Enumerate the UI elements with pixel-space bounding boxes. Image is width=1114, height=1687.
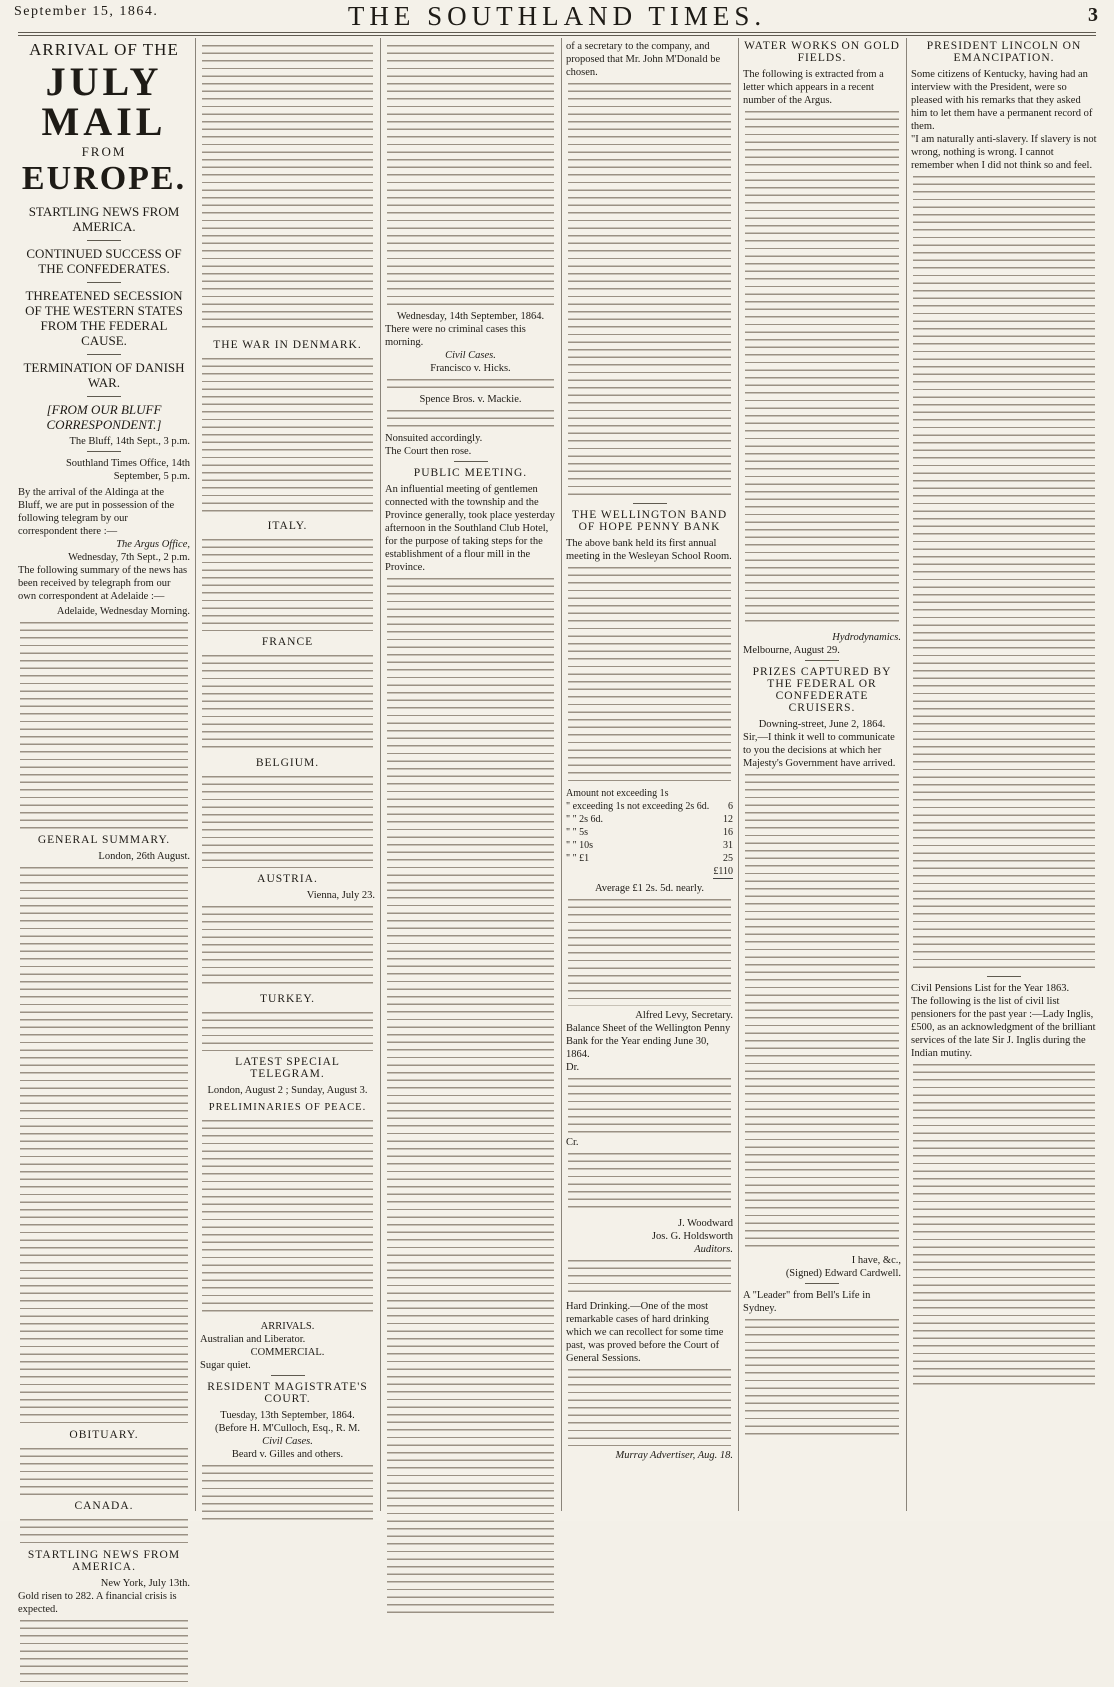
- amount-row-label: " " 5s: [566, 827, 589, 838]
- amount-row: [566, 839, 733, 852]
- court-rose: The Court then rose.: [385, 446, 472, 457]
- downing-street: Downing-street, June 2, 1864.: [758, 719, 886, 730]
- office-line: Southland Times Office, 14th September, 5 p.m.: [65, 458, 190, 482]
- amount-heading-row: [566, 787, 733, 800]
- column-rule: [738, 38, 739, 1511]
- section-wellington-band: THE WELLINGTON BAND OF HOPE PENNY BANK: [571, 509, 728, 533]
- letter-closing: I have, &c.,: [851, 1255, 901, 1266]
- section-france: FRANCE: [261, 636, 314, 648]
- civil-cases: Civil Cases.: [445, 350, 496, 361]
- header-rule-double: [18, 35, 1096, 36]
- text-block: [202, 652, 373, 752]
- section-war-in-denmark: THE WAR IN DENMARK.: [213, 339, 362, 351]
- pensions-opening: The following is the list of civil list pensioners for the past year :—Lady Inglis, £500, as an acknowledgment of the brilliant services of the late Sir J. Inglis during the Indian mutiny.: [911, 996, 1096, 1059]
- text-block: [202, 355, 373, 515]
- masthead: THE SOUTHLAND TIMES.: [347, 1, 767, 31]
- nonsuited: Nonsuited accordingly.: [385, 433, 483, 444]
- auditors-label: Auditors.: [694, 1244, 733, 1255]
- amount-row: [566, 826, 733, 839]
- subhead-rule: [87, 282, 121, 283]
- section-lincoln-emancipation: PRESIDENT LINCOLN ON EMANCIPATION.: [926, 40, 1082, 64]
- case-francisco: Francisco v. Hicks.: [430, 363, 511, 374]
- column-rule: [906, 38, 907, 1511]
- lincoln-quote: "I am naturally anti-slavery. If slavery is not wrong, nothing is wrong. I cannot remember when I did not think so and feel.: [911, 134, 1097, 171]
- text-block: [20, 864, 188, 1424]
- text-block: [202, 1009, 373, 1051]
- section-startling-news: STARTLING NEWS FROM AMERICA.: [27, 1549, 181, 1573]
- section-general-summary: GENERAL SUMMARY.: [37, 834, 171, 846]
- lincoln-opening: Some citizens of Kentucky, having had an interview with the President, were so pleased with his remarks that they asked him to let them have a permanent record of them.: [911, 69, 1093, 132]
- argus-office: The Argus Office,: [116, 539, 190, 550]
- subhead-danish-war: TERMINATION OF DANISH WAR.: [23, 360, 185, 390]
- signed-secretary: Alfred Levy, Secretary.: [635, 1010, 733, 1021]
- text-block: [568, 1150, 731, 1214]
- section-turkey: TURKEY.: [259, 993, 316, 1005]
- column-rule: [561, 38, 562, 1511]
- text-block: [913, 173, 1095, 973]
- amount-total: £110: [713, 866, 733, 877]
- auditor-1: J. Woodward: [678, 1218, 733, 1229]
- text-block: [202, 42, 373, 334]
- balance-cr: Cr.: [566, 1137, 579, 1148]
- section-belgium: BELGIUM.: [255, 757, 320, 769]
- no-criminal-cases: There were no criminal cases this morning.: [385, 324, 526, 348]
- text-block: [202, 773, 373, 868]
- text-block: [387, 42, 554, 307]
- average-line: Average £1 2s. 5d. nearly.: [594, 883, 705, 894]
- text-block: [387, 376, 554, 390]
- amount-row-label: " " 2s 6d.: [566, 814, 604, 825]
- band-opening: The above bank held its first annual meeting in the Wesleyan School Room.: [566, 538, 732, 562]
- section-obituary: OBITUARY.: [69, 1429, 139, 1441]
- text-block: [20, 1516, 188, 1544]
- gold-line: Gold risen to 282. A financial crisis is expected.: [18, 1591, 177, 1615]
- amount-heading: Amount not exceeding 1s: [566, 788, 669, 799]
- text-block: [202, 536, 373, 631]
- court-wednesday: Wednesday, 14th September, 1864.: [396, 311, 545, 322]
- divider: [805, 1283, 839, 1284]
- amount-row-count: 12: [723, 814, 733, 825]
- section-water-works: WATER WORKS ON GOLD FIELDS.: [744, 40, 900, 64]
- divider: [805, 660, 839, 661]
- amount-row-count: 16: [723, 827, 733, 838]
- section-italy: ITALY.: [267, 520, 308, 532]
- civil-cases: Civil Cases.: [262, 1436, 313, 1447]
- amount-row-count: 6: [728, 801, 733, 812]
- text-block: [568, 1257, 731, 1297]
- text-block: [745, 771, 899, 1251]
- subhead-confederates: CONTINUED SUCCESS OF THE CONFEDERATES.: [26, 246, 182, 276]
- divider: [454, 461, 488, 462]
- section-canada: CANADA.: [74, 1500, 134, 1512]
- balance-sheet-title: Balance Sheet of the Wellington Penny Bank for the Year ending June 30, 1864.: [566, 1023, 731, 1060]
- arrivals-heading: ARRIVALS.: [260, 1321, 315, 1332]
- text-block: [202, 1462, 373, 1522]
- melbourne-date: Melbourne, August 29.: [743, 645, 840, 656]
- text-block: [387, 407, 554, 429]
- column-4: [566, 38, 733, 1511]
- divider: [271, 1375, 305, 1376]
- ny-date: New York, July 13th.: [100, 1578, 190, 1589]
- column-rule: [195, 38, 196, 1511]
- text-block: [202, 903, 373, 988]
- text-block: [913, 1061, 1095, 1391]
- case-beard: Beard v. Gilles and others.: [231, 1449, 344, 1460]
- section-latest-telegram: LATEST SPECIAL TELEGRAM.: [235, 1056, 340, 1080]
- section-prizes: PRIZES CAPTURED BY THE FEDERAL OR CONFEDERATE CRUISERS.: [752, 666, 892, 714]
- arrivals-text: Australian and Liberator.: [200, 1334, 306, 1345]
- subhead-rule: [87, 240, 121, 241]
- text-block: [387, 575, 554, 1615]
- adelaide-line: Adelaide, Wednesday Morning.: [56, 606, 190, 617]
- commercial-text: Sugar quiet.: [200, 1360, 251, 1371]
- court-date: Tuesday, 13th September, 1864.: [220, 1410, 355, 1421]
- telegram-date: London, August 2 ; Sunday, August 3.: [207, 1085, 368, 1096]
- running-date: September 15, 1864.: [14, 4, 159, 19]
- court-before: (Before H. M'Culloch, Esq., R. M.: [214, 1423, 361, 1434]
- case-spence: Spence Bros. v. Mackie.: [419, 394, 522, 405]
- divider: [87, 451, 121, 452]
- text-block: [568, 896, 731, 1006]
- headline-from: FROM: [81, 144, 127, 159]
- letter-opening: Sir,—I think it well to communicate to you the decisions at which her Majesty's Government have arrived.: [743, 732, 896, 769]
- text-block: [20, 1617, 188, 1687]
- subhead-secession: THREATENED SECESSION OF THE WESTERN STATES FROM THE FEDERAL CAUSE.: [25, 288, 183, 348]
- water-signed: Hydrodynamics.: [832, 632, 901, 643]
- london-date: London, 26th August.: [98, 851, 190, 862]
- dateline: The Bluff, 14th Sept., 3 p.m.: [69, 436, 190, 447]
- column-rule: [380, 38, 381, 1511]
- text-block: [745, 108, 899, 628]
- column-3: [385, 38, 556, 1511]
- headline-arrival: ARRIVAL OF THE: [29, 40, 179, 59]
- summary-paragraph: The following summary of the news has been received by telegraph from our own correspondent at Adelaide :—: [18, 565, 188, 602]
- column-6: [911, 38, 1097, 1511]
- subhead-rule: [87, 396, 121, 397]
- text-block: [568, 1075, 731, 1133]
- text-block: [568, 80, 731, 500]
- amount-row-label: " " 10s: [566, 840, 594, 851]
- page-number: 3: [1088, 4, 1098, 26]
- letter-signature: (Signed) Edward Cardwell.: [785, 1268, 901, 1279]
- source-credit: Murray Advertiser, Aug. 18.: [615, 1450, 733, 1461]
- headline-europe: EUROPE.: [21, 160, 187, 197]
- column-continuation: of a secretary to the company, and proposed that Mr. John M'Donald be chosen.: [566, 41, 721, 78]
- amount-row-label: " " £1: [566, 853, 590, 864]
- subhead-rule: [87, 354, 121, 355]
- leader-from-bells-life: A "Leader" from Bell's Life in Sydney.: [743, 1290, 871, 1314]
- header-rule: [18, 32, 1096, 33]
- section-austria: AUSTRIA.: [257, 873, 318, 885]
- amount-row-count: 25: [723, 853, 733, 864]
- text-block: [20, 619, 188, 829]
- column-2: [200, 38, 375, 1511]
- divider: [987, 976, 1021, 977]
- intro-paragraph: By the arrival of the Aldinga at the Bluff, we are put in possession of the following telegram by our correspondent there :—: [18, 487, 175, 537]
- hard-drinking: Hard Drinking.—One of the most remarkable cases of hard drinking which we can recollect for some time past, was proved before the Court of General Sessions.: [566, 1301, 724, 1364]
- amount-table: [566, 800, 733, 865]
- column-1: [18, 38, 190, 1615]
- amount-row: [566, 800, 733, 813]
- vienna-date: Vienna, July 23.: [306, 890, 375, 901]
- section-public-meeting: PUBLIC MEETING.: [413, 467, 528, 479]
- subhead-america: STARTLING NEWS FROM AMERICA.: [28, 204, 180, 234]
- text-block: [202, 1117, 373, 1317]
- amount-row: [566, 852, 733, 865]
- auditor-2: Jos. G. Holdsworth: [651, 1231, 733, 1242]
- text-block: [745, 1316, 899, 1436]
- argus-date: Wednesday, 7th Sept., 2 p.m.: [68, 552, 190, 563]
- water-intro: The following is extracted from a letter which appears in a recent number of the Argus.: [743, 69, 884, 106]
- civil-pensions-title: Civil Pensions List for the Year 1863.: [911, 983, 1070, 994]
- amount-row-label: " exceeding 1s not exceeding 2s 6d.: [566, 801, 710, 812]
- column-5: [743, 38, 901, 1511]
- section-rm-court: RESIDENT MAGISTRATE'S COURT.: [207, 1381, 368, 1405]
- balance-dr: Dr.: [566, 1062, 580, 1073]
- text-block: [568, 564, 731, 784]
- amount-row: [566, 813, 733, 826]
- amount-total-row: [566, 865, 733, 879]
- text-block: [568, 1366, 731, 1446]
- byline: [FROM OUR BLUFF CORRESPONDENT.]: [46, 402, 162, 432]
- amount-row-count: 31: [723, 840, 733, 851]
- divider: [633, 503, 667, 504]
- section-preliminaries: PRELIMINARIES OF PEACE.: [208, 1102, 367, 1113]
- headline-july-mail: JULY MAIL: [41, 59, 167, 144]
- meeting-opening: An influential meeting of gentlemen connected with the township and the Province generally, took place yesterday afternoon in the Southland Club Hotel, for the purpose of taking steps for the establishment of a flour mill in the Province.: [385, 484, 555, 573]
- commercial-heading: COMMERCIAL.: [250, 1347, 325, 1358]
- text-block: [20, 1445, 188, 1495]
